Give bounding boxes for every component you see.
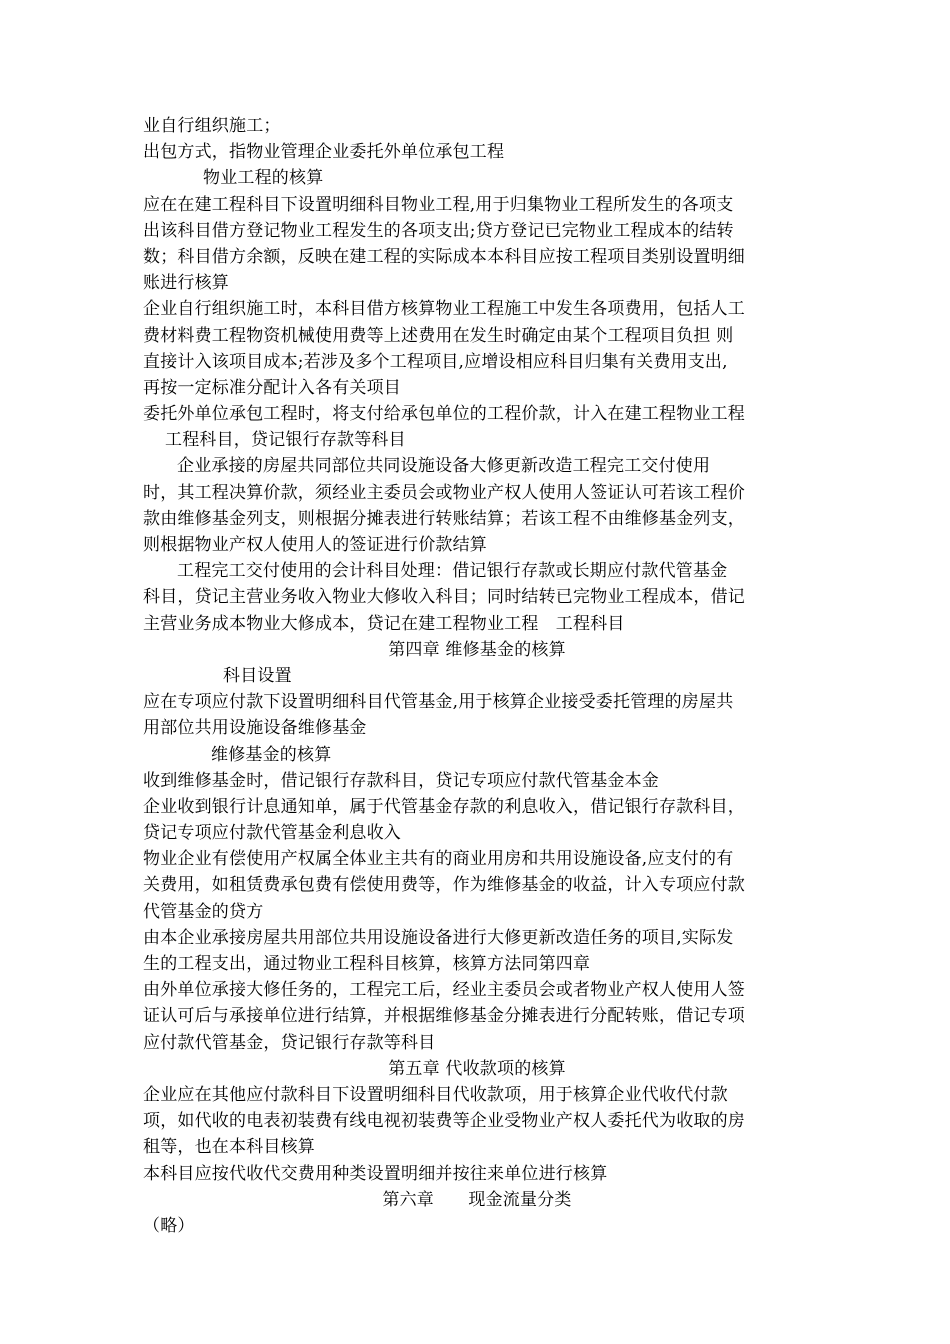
text-line: 直接计入该项目成本;若涉及多个工程项目,应增设相应科目归集有关费用支出, [143,351,728,372]
text-line: 出该科目借方登记物业工程发生的各项支出;贷方登记已完物业工程成本的结转 [143,220,734,241]
text-line: 委托外单位承包工程时，将支付给承包单位的工程价款，计入在建工程物业工程 [143,404,745,425]
text-line: 生的工程支出，通过物业工程科目核算，核算方法同第四章 [143,954,591,974]
text-line: 企业自行组织施工时，本科目借方核算物业工程施工中发生各项费用，包括人工 [143,299,745,320]
text-line: 应付款代管基金，贷记银行存款等科目 [143,1032,436,1053]
text-line: 代管基金的贷方 [143,901,264,922]
chapter-heading: 第六章 现金流量分类 [382,1189,572,1210]
text-line: 维修基金的核算 [211,744,332,765]
text-line: 业自行组织施工； [143,116,281,136]
text-line: 收到维修基金时，借记银行存款科目，贷记专项应付款代管基金本金 [143,770,659,791]
chapter-heading: 第四章 维修基金的核算 [388,639,566,660]
document-body [143,113,811,1239]
text-line: 由外单位承接大修任务的，工程完工后，经业主委员会或者物业产权人使用人签 [143,980,745,1001]
text-line: 用部位共用设施设备维修基金 [143,718,367,739]
text-line: 数；科目借方余额，反映在建工程的实际成本本科目应按工程项目类别设置明细 [143,246,745,267]
text-line: 项，如代收的电表初装费有线电视初装费等企业受物业产权人委托代为收取的房 [143,1111,745,1132]
text-line: 科目设置 [223,665,292,686]
text-line: 账进行核算 [143,273,229,294]
text-line: 企业收到银行计息通知单，属于代管基金存款的利息收入，借记银行存款科目， [143,796,745,817]
text-line: 则根据物业产权人使用人的签证进行价款结算 [143,535,487,555]
text-line: 工程科目，贷记银行存款等科目 [165,430,406,451]
text-line: 租等，也在本科目核算 [143,1137,315,1158]
text-line: （略） [143,1215,195,1236]
text-line: 关费用，如租赁费承包费有偿使用费等，作为维修基金的收益，计入专项应付款 [143,875,745,896]
text-line: 再按一定标准分配计入各有关项目 [143,377,401,398]
text-line: 证认可后与承接单位进行结算，并根据维修基金分摊表进行分配转账，借记专项 [143,1006,745,1027]
text-line: 物业企业有偿使用产权属全体业主共有的商业用房和共用设施设备,应支付的有 [143,849,734,870]
text-line: 由本企业承接房屋共用部位共用设施设备进行大修更新改造任务的项目,实际发 [143,927,734,948]
text-line: 主营业务成本物业大修成本，贷记在建工程物业工程 工程科目 [143,613,625,634]
text-line: 应在专项应付款下设置明细科目代管基金,用于核算企业接受委托管理的房屋共 [143,692,734,713]
text-line: 科目，贷记主营业务收入物业大修收入科目；同时结转已完物业工程成本，借记 [143,587,745,608]
text-line: 物业工程的核算 [203,168,324,189]
text-line: 出包方式，指物业管理企业委托外单位承包工程 [143,142,505,163]
text-line: 款由维修基金列支，则根据分摊表进行转账结算；若该工程不由维修基金列支， [143,508,745,529]
text-line: 本科目应按代收代交费用种类设置明细并按往来单位进行核算 [143,1163,608,1184]
text-line: 贷记专项应付款代管基金利息收入 [143,823,401,844]
chapter-heading: 第五章 代收款项的核算 [388,1058,566,1079]
text-line: 费材料费工程物资机械使用费等上述费用在发生时确定由某个工程项目负担 则 [143,325,734,346]
text-line: 时，其工程决算价款，须经业主委员会或物业产权人使用人签证认可若该工程价 [143,482,745,503]
text-line: 企业应在其他应付款科目下设置明细科目代收款项，用于核算企业代收代付款 [143,1084,728,1105]
text-line: 企业承接的房屋共同部位共同设施设备大修更新改造工程完工交付使用 [177,456,711,477]
text-line: 工程完工交付使用的会计科目处理：借记银行存款或长期应付款代管基金 [177,561,728,582]
text-line: 应在在建工程科目下设置明细科目物业工程,用于归集物业工程所发生的各项支 [143,194,734,215]
